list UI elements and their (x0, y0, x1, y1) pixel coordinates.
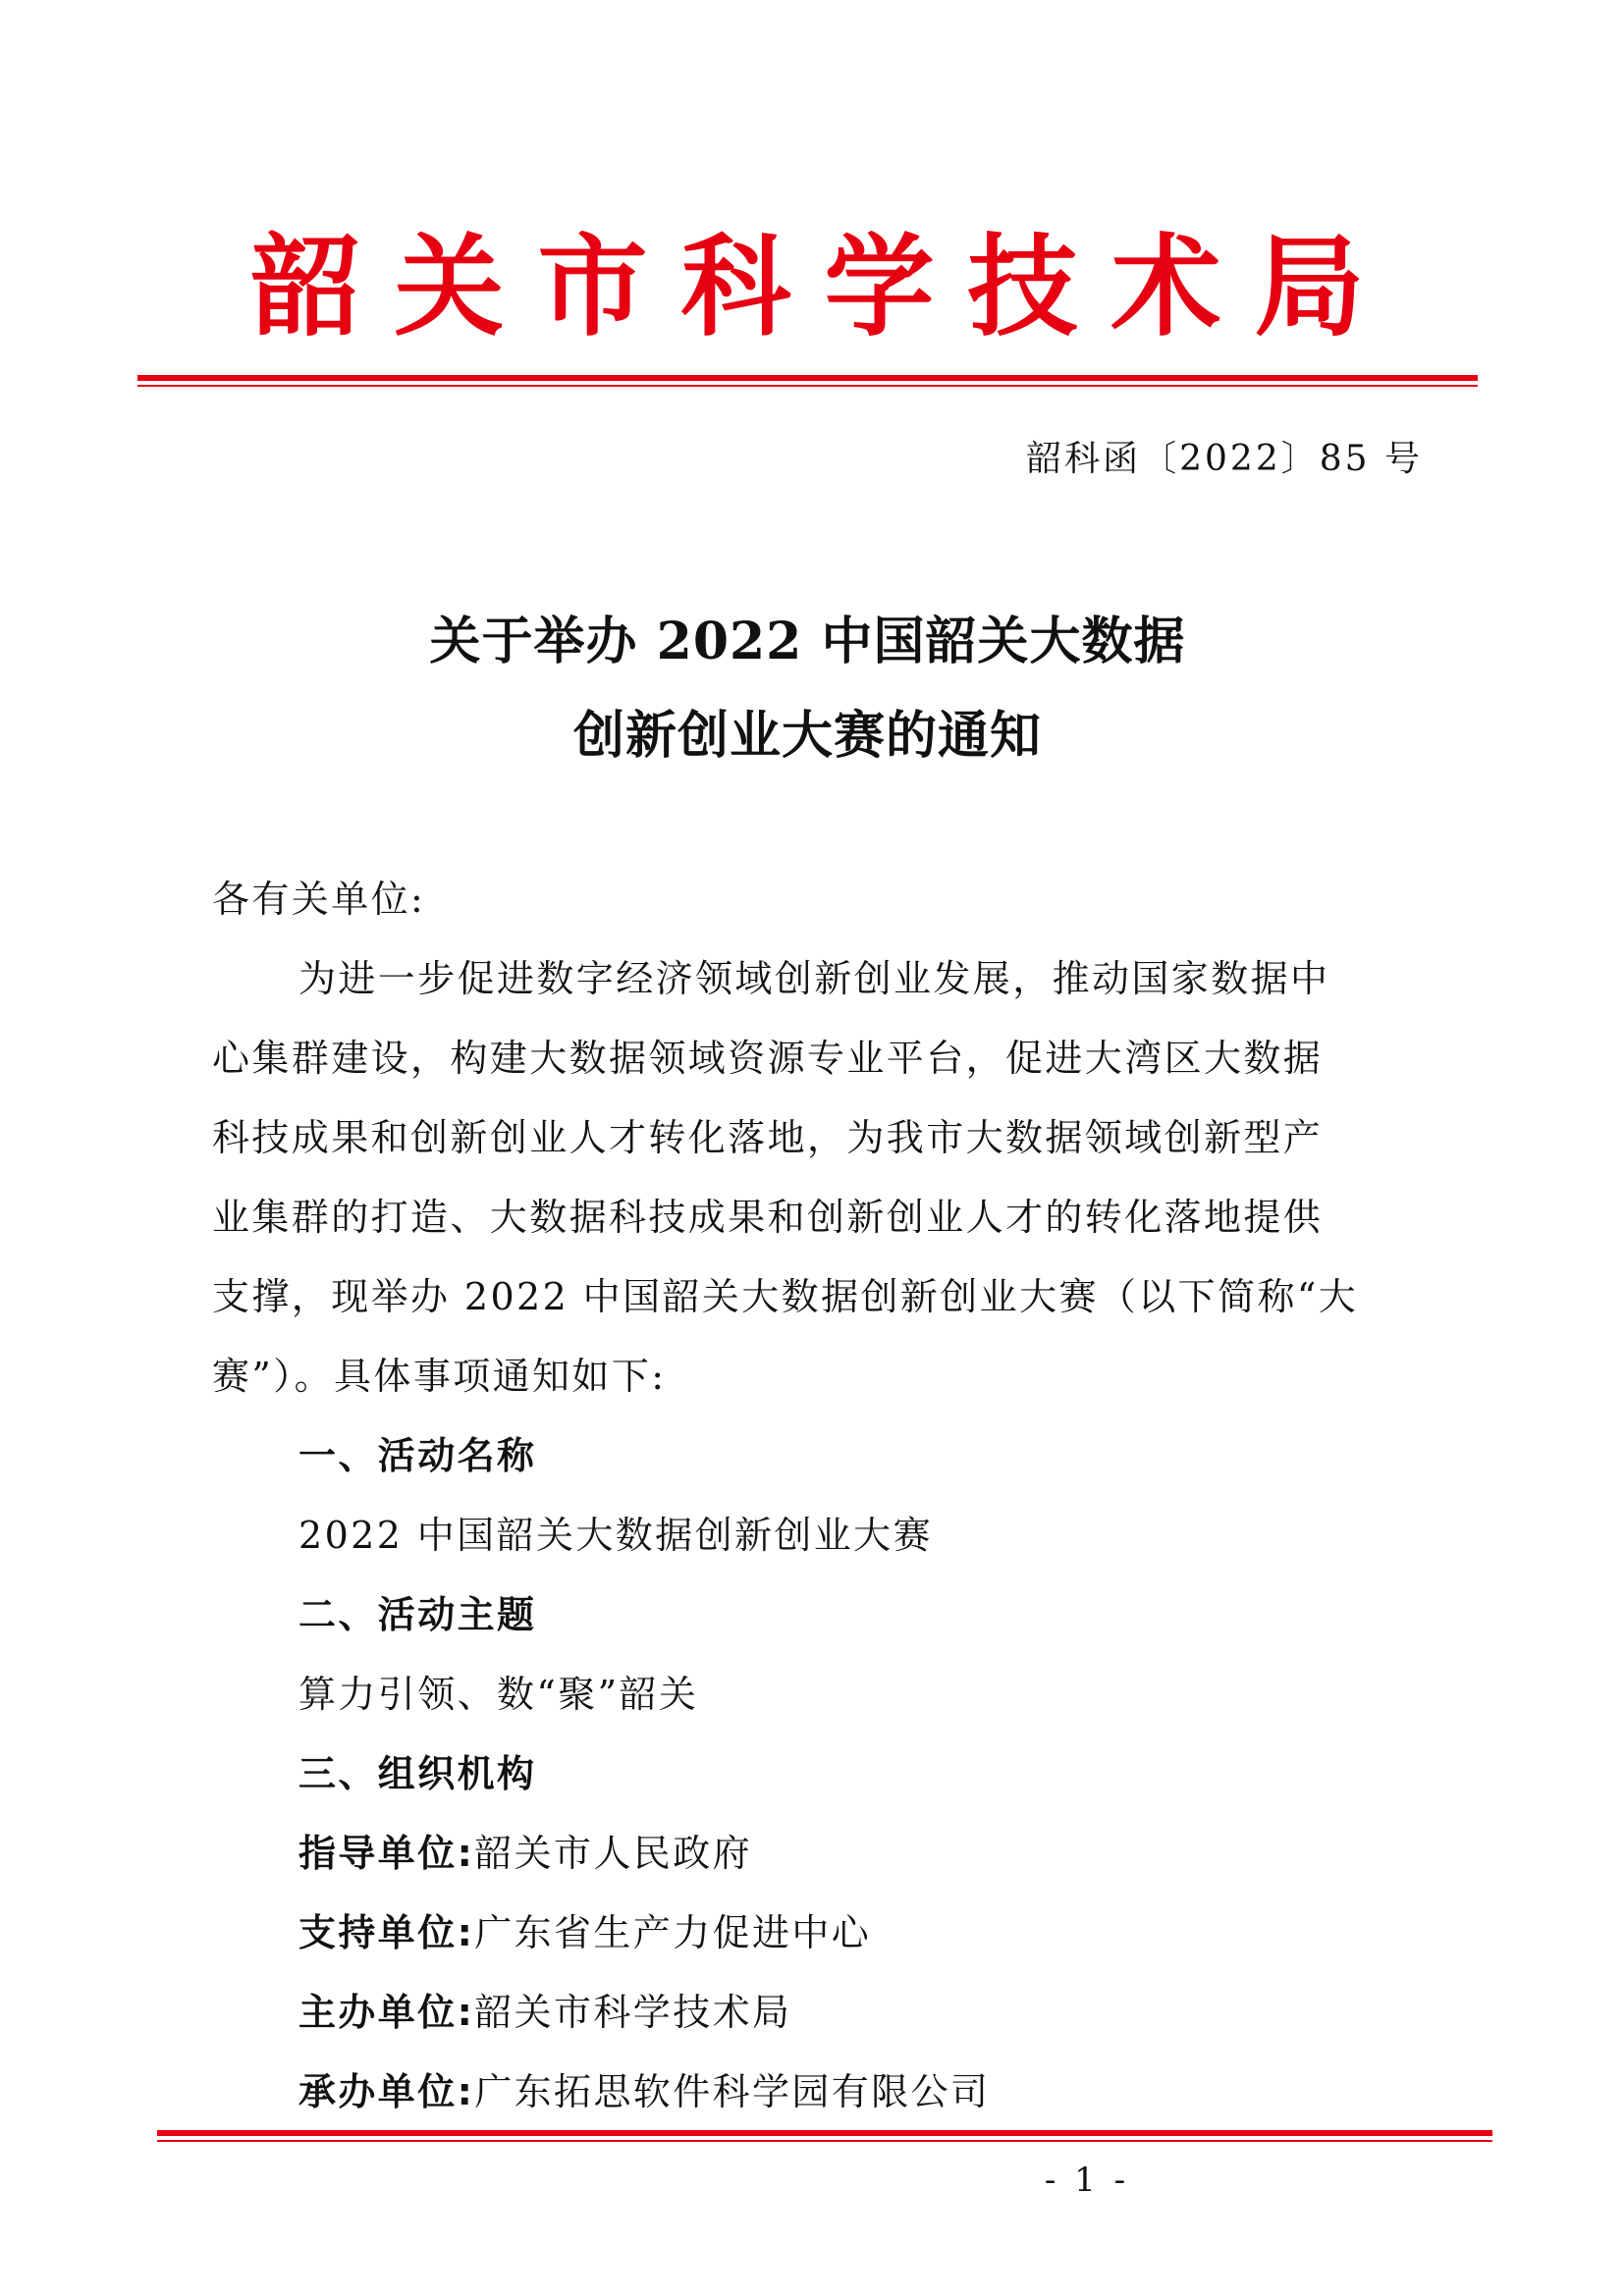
intro-line: 科技成果和创新创业人才转化落地，为我市大数据领域创新型产 (212, 1116, 1324, 1159)
agency-letterhead: 韶关市科学技术局 (250, 224, 1398, 351)
section-heading-activity-theme: 二、活动主题 (298, 1593, 537, 1636)
intro-line: 赛”）。具体事项通知如下: (212, 1355, 667, 1398)
organizer-row-guidance (212, 1814, 1430, 1894)
organizer-row-undertaker (212, 2053, 1430, 2132)
document-title (137, 595, 1478, 783)
intro-line: 支撑，现举办 2022 中国韶关大数据创新创业大赛（以下简称“大 (212, 1275, 1359, 1318)
organizer-label: 主办单位: (298, 1991, 475, 2034)
title-line-2: 创新创业大赛的通知 (572, 706, 1042, 766)
title-line-1: 关于举办 2022 中国韶关大数据 (429, 612, 1186, 671)
letterhead-red-rule-thin (137, 385, 1478, 387)
section-heading-activity-name: 一、活动名称 (298, 1434, 537, 1477)
activity-name: 2022 中国韶关大数据创新创业大赛 (298, 1514, 933, 1557)
organizer-row-host (212, 1973, 1430, 2053)
salutation: 各有关单位: (212, 878, 426, 921)
intro-line: 心集群建设，构建大数据领域资源专业平台，促进大湾区大数据 (212, 1037, 1324, 1080)
footer-red-rule-thick (157, 2130, 1492, 2136)
organizer-value: 韶关市人民政府 (474, 1832, 753, 1875)
organizer-value: 广东拓思软件科学园有限公司 (474, 2070, 991, 2113)
organizer-label: 承办单位: (298, 2070, 475, 2113)
section-heading-organization: 三、组织机构 (298, 1752, 537, 1795)
document-body (212, 860, 1430, 2132)
intro-line: 为进一步促进数字经济领域创新创业发展，推动国家数据中 (298, 957, 1330, 1000)
organizer-row-support (212, 1894, 1430, 1973)
organizer-label: 支持单位: (298, 1911, 475, 1954)
letterhead-red-rule-thick (137, 375, 1478, 381)
organizer-value: 广东省生产力促进中心 (474, 1911, 872, 1954)
organizer-value: 韶关市科学技术局 (474, 1991, 792, 2034)
document-number: 韶科函〔2022〕85 号 (1026, 439, 1423, 479)
footer-red-rule-thin (157, 2140, 1492, 2142)
organizer-label: 指导单位: (298, 1832, 475, 1875)
intro-line: 业集群的打造、大数据科技成果和创新创业人才的转化落地提供 (212, 1196, 1324, 1239)
page-number: - 1 - (1044, 2161, 1130, 2200)
activity-theme: 算力引领、数“聚”韶关 (298, 1673, 699, 1716)
